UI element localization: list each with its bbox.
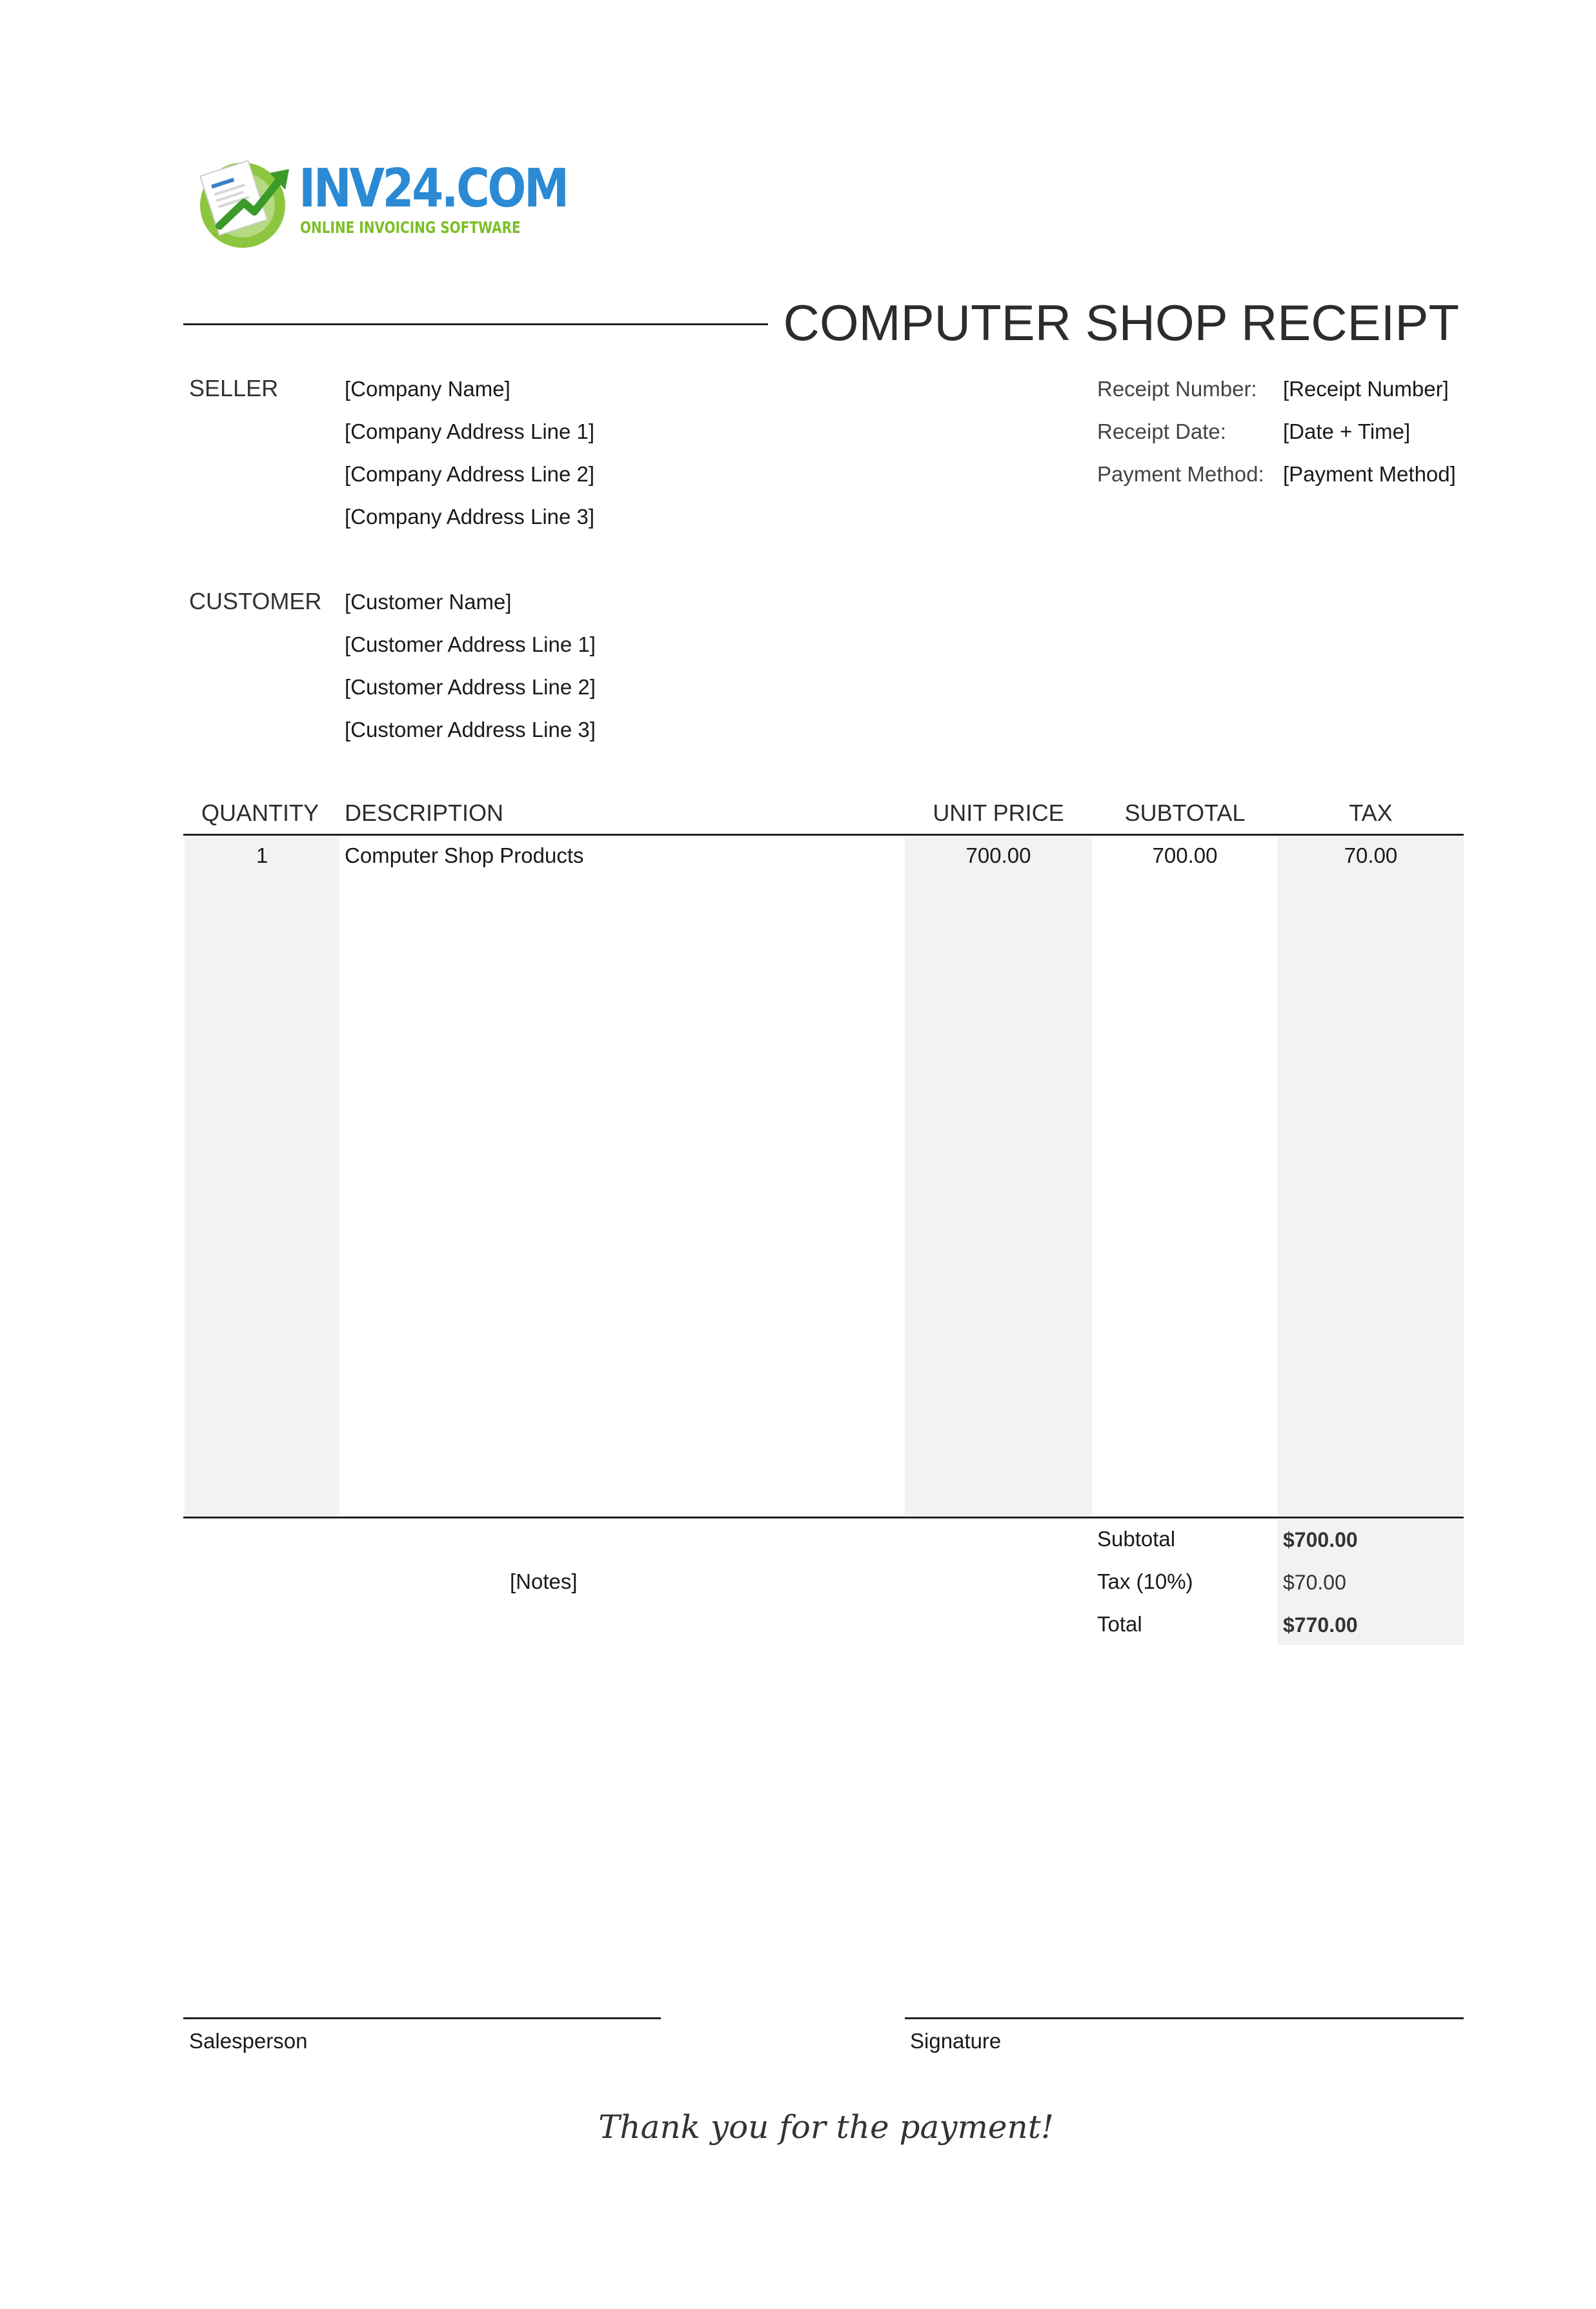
receipt-title: COMPUTER SHOP RECEIPT	[783, 294, 1459, 351]
header-tax: TAX	[1349, 800, 1393, 826]
header-unit-price: UNIT PRICE	[933, 800, 1064, 826]
seller-label: SELLER	[189, 375, 279, 401]
thank-you-message: Thank you for the payment!	[598, 2108, 1054, 2146]
signature-rule	[905, 2017, 1464, 2019]
receipt-number-label: Receipt Number:	[1097, 377, 1257, 401]
quantity-column-shade	[185, 836, 339, 1516]
logo-tagline: ONLINE INVOICING SOFTWARE	[300, 218, 521, 237]
table-bottom-rule	[183, 1517, 1464, 1518]
seller-address-line-1: [Company Address Line 1]	[345, 419, 595, 443]
header-description: DESCRIPTION	[345, 800, 504, 826]
receipt-date-value: [Date + Time]	[1283, 419, 1411, 443]
header-quantity: QUANTITY	[201, 800, 319, 826]
tax-value: $70.00	[1283, 1571, 1346, 1594]
table-row	[185, 842, 1464, 874]
seller-address-line-3: [Company Address Line 3]	[345, 505, 595, 529]
customer-address-line-1: [Customer Address Line 1]	[345, 632, 596, 656]
row-unit-price: 700.00	[965, 843, 1031, 867]
payment-method-value: [Payment Method]	[1283, 462, 1456, 486]
table-header-rule	[183, 834, 1464, 836]
notes: [Notes]	[510, 1569, 578, 1593]
header-subtotal: SUBTOTAL	[1124, 800, 1246, 826]
row-subtotal: 700.00	[1152, 843, 1218, 867]
row-tax: 70.00	[1344, 843, 1398, 867]
row-description: Computer Shop Products	[345, 843, 584, 867]
receipt-number-value: [Receipt Number]	[1283, 377, 1449, 401]
subtotal-value: $700.00	[1283, 1528, 1358, 1551]
salesperson-label: Salesperson	[189, 2029, 308, 2053]
customer-address-line-3: [Customer Address Line 3]	[345, 718, 596, 741]
row-quantity: 1	[256, 843, 268, 867]
seller-address-line-2: [Company Address Line 2]	[345, 462, 595, 486]
customer-label: CUSTOMER	[189, 588, 322, 614]
logo-icon	[194, 150, 297, 253]
signature-label: Signature	[910, 2029, 1002, 2053]
salesperson-rule	[183, 2017, 661, 2019]
title-rule	[183, 323, 768, 325]
customer-name: [Customer Name]	[345, 590, 512, 614]
seller-company-name: [Company Name]	[345, 377, 510, 401]
total-label: Total	[1097, 1612, 1142, 1636]
total-value: $770.00	[1283, 1613, 1358, 1637]
customer-address-line-2: [Customer Address Line 2]	[345, 675, 596, 699]
receipt-date-label: Receipt Date:	[1097, 419, 1226, 443]
tax-column-shade	[1278, 836, 1464, 1516]
company-logo	[194, 150, 567, 253]
logo-wordmark: INV24.COM	[299, 158, 567, 219]
unit-price-column-shade	[905, 836, 1092, 1516]
tax-label: Tax (10%)	[1097, 1569, 1193, 1593]
payment-method-label: Payment Method:	[1097, 462, 1264, 486]
subtotal-label: Subtotal	[1097, 1527, 1176, 1551]
